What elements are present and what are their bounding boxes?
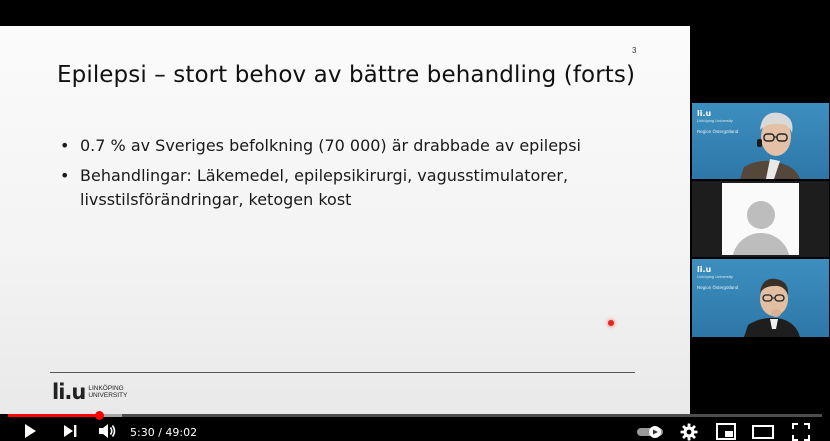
autoplay-toggle-icon[interactable] bbox=[637, 426, 665, 438]
participant-avatar-tile bbox=[692, 181, 829, 257]
logo-text bbox=[88, 385, 127, 399]
tile-region-text: Region Östergötland bbox=[697, 285, 739, 290]
scrubber-handle[interactable] bbox=[95, 411, 104, 420]
slide-title: Epilepsi – stort behov av bättre behandling (forts) bbox=[57, 62, 636, 88]
theater-mode-icon[interactable] bbox=[752, 423, 774, 441]
man-with-glasses-icon bbox=[692, 259, 829, 337]
progress-played bbox=[8, 414, 99, 417]
logo-line2: UNIVERSITY bbox=[88, 392, 128, 399]
participant-video-2 bbox=[692, 259, 829, 337]
bullet-item bbox=[58, 164, 658, 212]
bullet-text: Behandlingar: Läkemedel, epilepsikirurgi, vagusstimulatorer, livsstilsförändringar, ketogen kost bbox=[80, 166, 569, 209]
tile-region-text: Region Östergötland bbox=[697, 129, 739, 134]
player-controls bbox=[0, 420, 830, 440]
tile-brand-sub: Linköping University bbox=[697, 118, 733, 123]
tile-brand-mark: li.u bbox=[697, 109, 712, 118]
avatar-body bbox=[732, 233, 790, 255]
default-avatar-icon bbox=[722, 183, 799, 255]
man-with-glasses-headset-icon bbox=[692, 103, 829, 179]
slide-number: 3 bbox=[632, 46, 637, 55]
bullet-icon: • bbox=[60, 166, 70, 185]
avatar-head bbox=[747, 201, 775, 229]
duration: 49:02 bbox=[165, 426, 198, 439]
settings-gear-icon[interactable] bbox=[680, 423, 698, 441]
bullet-list bbox=[58, 134, 658, 218]
participant-video-1 bbox=[692, 103, 829, 179]
slide-divider bbox=[50, 372, 635, 373]
logo-line1: LINKÖPING bbox=[88, 385, 124, 392]
presentation-slide bbox=[0, 26, 690, 414]
time-separator: / bbox=[154, 426, 166, 439]
play-icon[interactable] bbox=[22, 423, 38, 439]
bullet-text: 0.7 % av Sveriges befolkning (70 000) är drabbade av epilepsi bbox=[80, 136, 581, 155]
tile-brand-sub: Linköping University bbox=[697, 274, 733, 279]
bullet-icon: • bbox=[60, 136, 70, 155]
liu-logo bbox=[52, 380, 127, 404]
logo-mark: li.u bbox=[52, 379, 86, 404]
volume-icon[interactable] bbox=[98, 423, 116, 439]
time-display bbox=[130, 426, 197, 439]
fullscreen-icon[interactable] bbox=[792, 423, 810, 441]
laser-pointer-dot bbox=[608, 320, 614, 326]
current-time: 5:30 bbox=[130, 426, 155, 439]
progress-bar[interactable] bbox=[8, 414, 822, 417]
bullet-item bbox=[58, 134, 658, 158]
tile-brand-mark: li.u bbox=[697, 265, 712, 274]
miniplayer-icon[interactable] bbox=[716, 423, 736, 441]
next-icon[interactable] bbox=[62, 423, 78, 439]
